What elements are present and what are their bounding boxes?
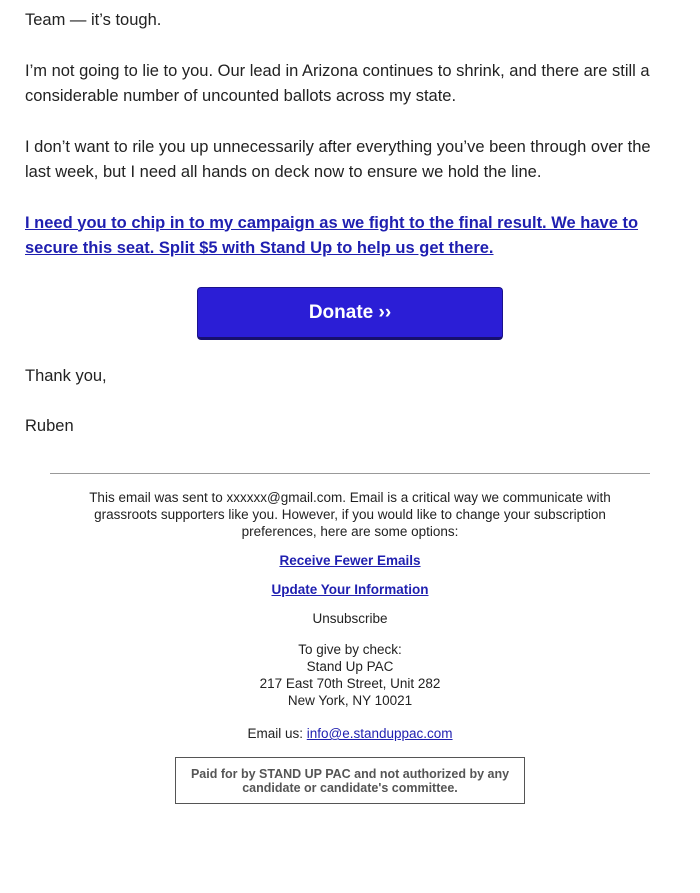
receive-fewer-row xyxy=(50,552,650,569)
address-line-2: New York, NY 10021 xyxy=(287,693,413,708)
donate-button[interactable]: Donate ›› xyxy=(197,287,503,340)
paragraph-1: I’m not going to lie to you. Our lead in Arizona continues to shrink, and there are still a considerable number of uncounted ballots across my state. xyxy=(25,61,650,105)
email-address-link[interactable]: info@e.standuppac.com xyxy=(306,726,453,741)
email-us-label: Email us: xyxy=(247,726,303,741)
receive-fewer-emails-link[interactable]: Receive Fewer Emails xyxy=(279,553,421,568)
signature: Ruben xyxy=(25,417,74,435)
email-body xyxy=(25,8,675,262)
unsubscribe-link[interactable]: Unsubscribe xyxy=(312,611,388,626)
footer-intro: This email was sent to xxxxxx@gmail.com. Email is a critical way we communicate with grassroots supporters like you. However, if you would like to change your subscription preferences, here are some options: xyxy=(89,490,611,539)
donate-button-wrapper xyxy=(197,287,503,340)
update-information-link[interactable]: Update Your Information xyxy=(271,582,429,597)
signoff xyxy=(25,364,107,464)
closing: Thank you, xyxy=(25,367,107,385)
email-us-row xyxy=(50,725,650,742)
address-line-1: 217 East 70th Street, Unit 282 xyxy=(259,676,441,691)
footer-divider xyxy=(50,473,650,474)
paid-for-disclaimer: Paid for by STAND UP PAC and not authorized by any candidate or candidate's committee. xyxy=(175,757,525,804)
org-name: Stand Up PAC xyxy=(306,659,394,674)
paragraph-2: I don’t want to rile you up unnecessarily after everything you’ve been through over the last week, but I need all hands on deck now to ensure we hold the line. xyxy=(25,137,651,181)
chip-in-link[interactable]: I need you to chip in to my campaign as we fight to the final result. We have to secure this seat. Split $5 with Stand Up to help us get there. xyxy=(25,213,639,257)
ask-paragraph xyxy=(25,211,675,262)
greeting: Team — it’s tough. xyxy=(25,11,162,29)
update-info-row xyxy=(50,581,650,598)
check-label: To give by check: xyxy=(298,642,402,657)
email-footer xyxy=(50,489,650,742)
